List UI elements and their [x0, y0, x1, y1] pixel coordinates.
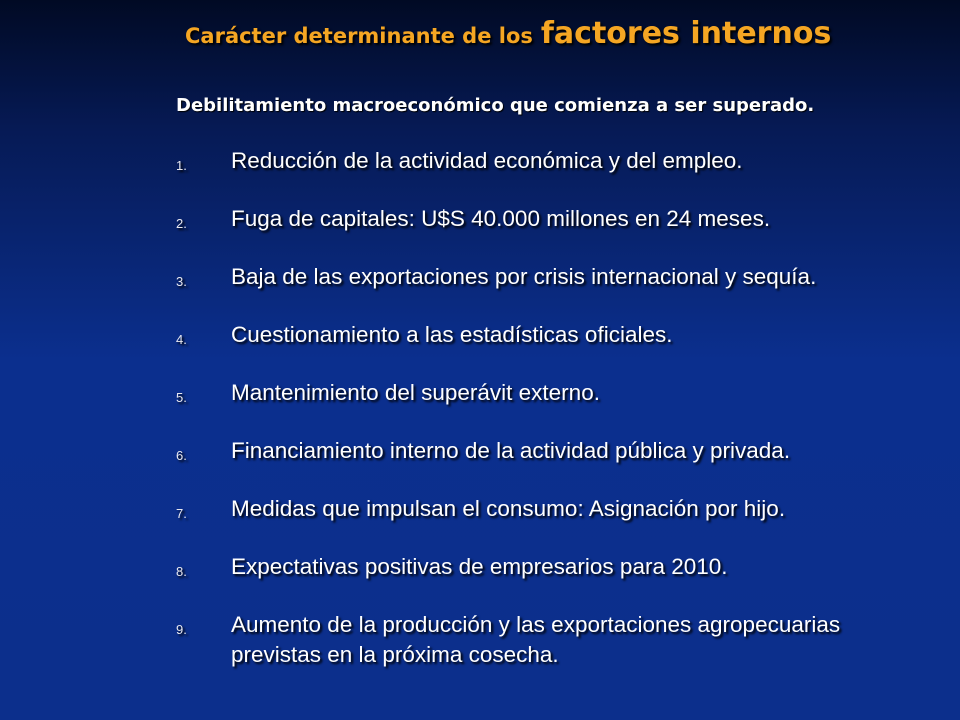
item-text: Medidas que impulsan el consumo: Asignación por hijo.: [231, 496, 786, 521]
item-text: Aumento de la producción y las exportaciones agropecuarias previstas en la próxima cosecha.: [231, 612, 841, 667]
title-emphasis: factores internos: [540, 16, 832, 51]
list-item: [176, 204, 916, 262]
item-text: Reducción de la actividad económica y del empleo.: [231, 148, 743, 173]
item-number: 2.: [176, 216, 187, 231]
slide-subtitle: Debilitamiento macroeconómico que comienza a ser superado.: [176, 95, 815, 116]
item-number: 1.: [176, 158, 187, 173]
list-item: [176, 378, 916, 436]
list-item: [176, 494, 916, 552]
item-number: 6.: [176, 448, 187, 463]
list-item: [176, 436, 916, 494]
list-item: [176, 320, 916, 378]
item-number: 9.: [176, 622, 187, 637]
item-number: 3.: [176, 274, 187, 289]
item-text: Expectativas positivas de empresarios para 2010.: [231, 554, 728, 579]
list-item: [176, 146, 916, 204]
item-text: Mantenimiento del superávit externo.: [231, 380, 600, 405]
item-text: Financiamiento interno de la actividad pública y privada.: [231, 438, 791, 463]
list-item: [176, 552, 916, 610]
list-item: [176, 610, 916, 668]
item-number: 5.: [176, 390, 187, 405]
item-number: 4.: [176, 332, 187, 347]
item-text: Fuga de capitales: U$S 40.000 millones en 24 meses.: [231, 206, 771, 231]
list-item: [176, 262, 916, 320]
item-text: Cuestionamiento a las estadísticas oficiales.: [231, 322, 673, 347]
factor-list: [176, 146, 916, 668]
item-number: 8.: [176, 564, 187, 579]
item-text: Baja de las exportaciones por crisis internacional y sequía.: [231, 264, 817, 289]
slide-title: [185, 16, 831, 51]
title-prefix: Carácter determinante de los: [185, 24, 533, 48]
item-number: 7.: [176, 506, 187, 521]
